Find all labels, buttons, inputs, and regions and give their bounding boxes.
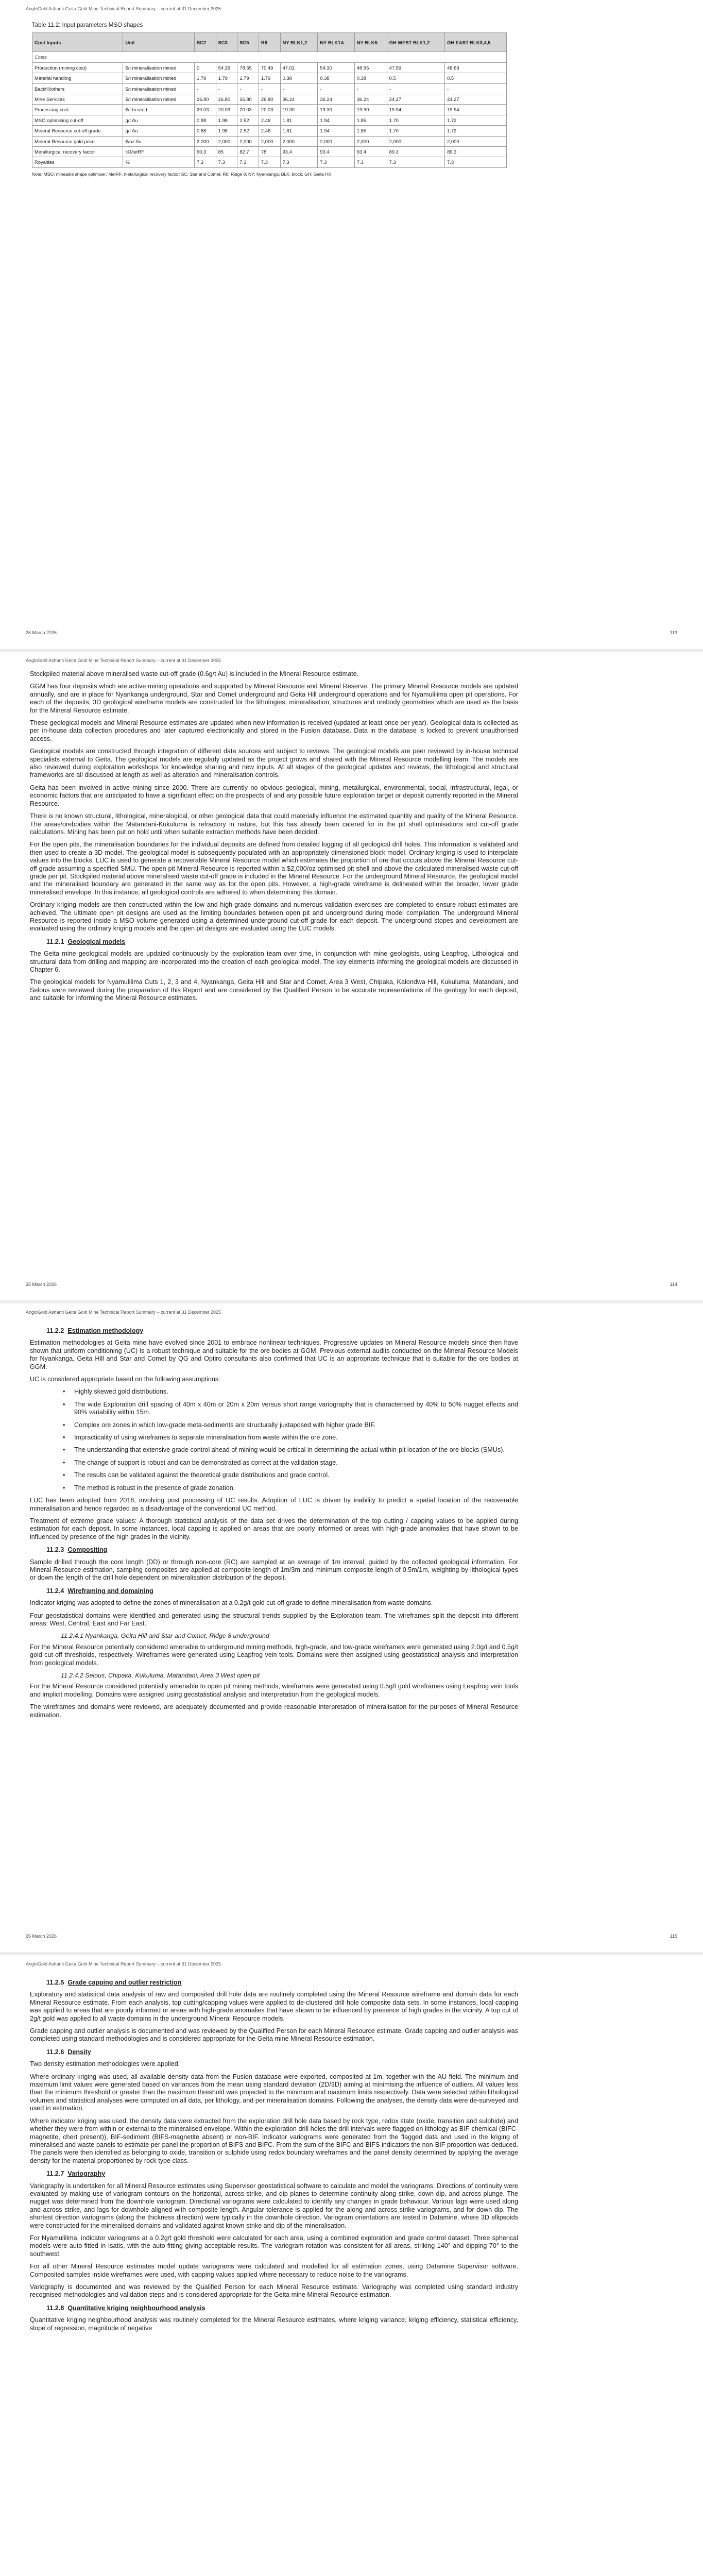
- table-cell: 2,000: [445, 136, 507, 146]
- table-cell: 78.55: [237, 62, 259, 73]
- table-cell: 2,000: [259, 136, 280, 146]
- section-heading: [46, 1327, 518, 1335]
- section-heading: [46, 2170, 518, 2178]
- column-header: NY BLK1,2: [280, 33, 318, 52]
- table-cell: 7.3: [237, 157, 259, 167]
- paragraph: LUC has been adopted from 2018, involving post processing of UC results. Adoption of LUC is driven by inability to predict a spatial location of the recoverable mineralisation and hence regarded as a disadvantage of the conventional UC method.: [30, 1497, 518, 1512]
- paragraph: Where ordinary kriging was used, all available density data from the Fusion database were exported, composited at 1m, together with the AU field. The minimum and maximum limit values were generated based on variances from the mean using standard deviation (2D/3D) aiming at minimising the influence of outliers. All values less than the minimum threshold or greater than the maximum threshold was projected to the minimum and maximum limits respectively. Data were selected within lithological volumes and statistical analyses were computed on all data, per lithology, and per mineralisation domains. Following the analyses, the density data were de-surveyed and used in estimation.: [30, 2073, 518, 2112]
- table-row: [32, 105, 507, 115]
- table-cell: 20.03: [195, 105, 216, 115]
- table-caption: Table 11.2: Input parameters MSO shapes: [32, 22, 143, 28]
- running-header: AngloGold Ashanti Geita Gold Mine Technical Report Summary – current at 31 December 2025: [26, 1961, 221, 1967]
- table-cell: 26.80: [259, 94, 280, 105]
- table-cell: 2,000: [318, 136, 354, 146]
- table-cell: -: [237, 83, 259, 94]
- table-cell: 1.98: [216, 115, 237, 125]
- table-cell: 1.79: [259, 73, 280, 83]
- table-cell: g/t Au: [123, 126, 195, 136]
- page-114: [0, 652, 703, 1302]
- paragraph: Grade capping and outlier analysis is documented and was reviewed by the Qualified Person for each Mineral Resource estimate. Grade capping and outlier analysis was completed using standard methodologies and is considered appropriate for the Geita mine Mineral Resource estimation.: [30, 2027, 518, 2043]
- table-cell: 2,000: [280, 136, 318, 146]
- list-item: • Complex ore zones in which low-grade meta-sediments are structurally juxtaposed with higher grade BIF.: [74, 1421, 518, 1429]
- section-title: Density: [67, 2048, 91, 2056]
- section-number: 11.2.8: [46, 2304, 64, 2312]
- table-row: [32, 126, 507, 136]
- section-title: Variography: [67, 2170, 106, 2178]
- table-body: [32, 52, 507, 167]
- table-cell: -: [354, 83, 387, 94]
- page-113: [0, 0, 703, 650]
- table-cell: 7.3: [445, 157, 507, 167]
- paragraph: These geological models and Mineral Resource estimates are updated when new information is received (updated at least once per year). Geological data is collected as per in-house data collection procedures and later captured electronically and stored in the Fusion database. Data in the database is locked to prevent unauthorised access.: [30, 719, 518, 742]
- list-item: • Highly skewed gold distributions.: [74, 1388, 518, 1396]
- paragraph: Four geostatistical domains were identified and generated using the structural trends supplied by the Exploration team. The wireframes split the deposit into different areas: West, Central, East and Far East.: [30, 1612, 518, 1627]
- table-cell: 7.3: [280, 157, 318, 167]
- list-item: • The results can be validated against the theoretical grade distributions and grade control.: [74, 1471, 518, 1479]
- table-cell: 54.30: [318, 62, 354, 73]
- table-cell: 7.3: [216, 157, 237, 167]
- table-cell: 93.4: [354, 147, 387, 157]
- section-number: 11.2.7: [46, 2170, 64, 2178]
- table-cell: 47.02: [280, 62, 318, 73]
- paragraph: Exploratory and statistical data analysis of raw and composited drill hole data are routinely completed using the Mineral Resource wireframe and domain data for each Mineral Resource estimate. From each analysis, top cutting/capping values were applied to de-clustered drill hole composite data sets. In some instances, local capping was applied to areas that are poorly informed or areas with high-grade anomalies that have shown to be influenced by presence of high grades in the vicinity. A top cut of 2g/t gold was applied to all waste domains in the underground Mineral Resource models.: [30, 1991, 518, 2022]
- paragraph: Geita has been involved in active mining since 2000. There are currently no obvious geological, mining, metallurgical, environmental, social, infrastructural, legal, or economic factors that are anticipated to have a significant effect on the prospects of and any possible future exploration target or deposit currently reported in the Mineral Resource.: [30, 784, 518, 807]
- table-cell: 2.46: [259, 115, 280, 125]
- paragraph: UC is considered appropriate based on the following assumptions:: [30, 1376, 220, 1383]
- paragraph: For Nyamulilima, indicator variograms at a 0.2g/t gold threshold were calculated for each area, using a combined exploration and grade control dataset. Three spherical models were auto-fitted in Isatis, with the auto-fitting giving acceptable results. The variogram rotation was consistent for all areas, striking 140° and dipping 70° to the southwest.: [30, 2234, 518, 2258]
- table-row: [32, 147, 507, 157]
- table-cell: %MetRF: [123, 147, 195, 157]
- section-number: 11.2.1: [46, 938, 64, 945]
- table-cell: 1.94: [318, 115, 354, 125]
- table-cell: 89.3: [445, 147, 507, 157]
- assumption-list: [30, 1388, 518, 1492]
- section-title: Grade capping and outlier restriction: [67, 1979, 182, 1986]
- table-cell: 20.03: [216, 105, 237, 115]
- table-cell: 19.94: [387, 105, 444, 115]
- table-row: [32, 115, 507, 125]
- section-heading: [46, 1587, 518, 1595]
- table-cell: 48.95: [354, 62, 387, 73]
- table-cell: 89.3: [387, 147, 444, 157]
- paragraph: There is no known structural, lithological, mineralogical, or other geological data that could materially influence the estimated quantity and quality of the Mineral Resource. The areas/orebodies within the Matandani-Kukuluma is refractory in nature, but this has already been catered for in the pit shell optimisations and cut-off grade calculations. Mining has been put on hold until when suitable extraction methods have been decided.: [30, 812, 518, 836]
- table-cell: 26.80: [195, 94, 216, 105]
- table-row: [32, 157, 507, 167]
- table-cell: -: [216, 83, 237, 94]
- paragraph: For all other Mineral Resource estimates model update variograms were calculated and modelled for all estimation zones, using Datamine Supervisor software. Composited samples inside wireframes were used, with capping values applied where necessary to reduce noise to the variograms.: [30, 2263, 518, 2278]
- footer-date: 26 March 2026: [26, 630, 57, 635]
- column-header: GH WEST BLK1,2: [387, 33, 444, 52]
- table-cell: $/t mineralisation mined: [123, 73, 195, 83]
- table-cell: -: [387, 83, 444, 94]
- section-number: 11.2.6: [46, 2048, 64, 2056]
- table-cell: 1.70: [387, 126, 444, 136]
- column-header: SC3: [216, 33, 237, 52]
- paragraph: Treatment of extreme grade values: A thorough statistical analysis of the data set drives the determination of the top cutting / capping values to be applied during estimation for each deposit. In some instances, local capping is applied on areas that are poorly informed or areas with high-grade anomalies that have shown to be influenced by presence of the high grades in the vicinity.: [30, 1517, 518, 1540]
- table-cell: 1.79: [195, 73, 216, 83]
- table-cell: Material handling: [32, 73, 123, 83]
- table-cell: g/t Au: [123, 115, 195, 125]
- table-cell: Metallurgical recovery factor: [32, 147, 123, 157]
- table-cell: 20.03: [237, 105, 259, 115]
- table-note: Note: MSO: mineable shape optimiser; MetRF: metallurgical recovery factor; SC: Star and Comet; R6: Ridge 8; NY: Nyankanga; BLK: block; GH: Geita Hill.: [32, 171, 333, 177]
- subsection-heading: 11.2.4.1 Nyankanga, Geita Hill and Star and Comet, Ridge 8 underground: [61, 1632, 269, 1640]
- table-row: [32, 94, 507, 105]
- table-cell: -: [318, 83, 354, 94]
- table-cell: $/t treated: [123, 105, 195, 115]
- column-header: Unit: [123, 33, 195, 52]
- table-cell: 2,000: [387, 136, 444, 146]
- table-cell: 7.3: [195, 157, 216, 167]
- table-cell: 7.3: [259, 157, 280, 167]
- table-cell: $/t mineralisation mined: [123, 94, 195, 105]
- table-cell: 36.24: [318, 94, 354, 105]
- table-cell: 2.52: [237, 115, 259, 125]
- table-cell: 1.81: [280, 126, 318, 136]
- column-header: SC2: [195, 33, 216, 52]
- table-cell: Processing cost: [32, 105, 123, 115]
- table-cell: 0: [195, 62, 216, 73]
- table-cell: 36.24: [280, 94, 318, 105]
- table-cell: 54.39: [216, 62, 237, 73]
- table-group-row: [32, 52, 507, 62]
- table-cell: -: [195, 83, 216, 94]
- paragraph: Quantitative kriging neighbourhood analysis was routinely completed for the Mineral Resource estimates, where kriging variance, kriging efficiency, statistical efficiency, slope of regression, magnitude of negative: [30, 2316, 518, 2332]
- page-content: [30, 1974, 518, 2337]
- section-title: Estimation methodology: [67, 1327, 144, 1334]
- page-115: [0, 1303, 703, 1954]
- table-cell: 2.52: [237, 126, 259, 136]
- paragraph: Variography is undertaken for all Mineral Resource estimates using Supervisor geostatistical software to calculate and model the variograms. Directions of continuity were evaluated by making use of variogram contours on the horizontal, across-strike, and dip planes to determine continuity along strike, down dip, and across plunge. The nugget was determined from the downhole variogram. Directional variograms were calculated to identify any changes in grade behaviour. Various lags were used along and across strike, and lags for downhole aligned with composite length. Angular tolerance is applied for the along and across strike variograms, and for down dip. The shortest direction variograms (along the thickness direction) were typically in the downhole direction. Variogram orientations are tested in Datamine, where 3D ellipsoids were constructed for the mineralised domains and validated against known strike and dip of the mineralisation.: [30, 2182, 518, 2229]
- table-cell: 1.94: [318, 126, 354, 136]
- column-header: Cost Inputs: [32, 33, 123, 52]
- paragraph: GGM has four deposits which are active mining operations and supported by Mineral Resource and Mineral Reserve. The primary Mineral Resource models are updated annually, and are in place for Nyankanga underground, Star and Comet underground and Geita Hill underground operations and for Nyamulilima open pit operations. For each of the deposits, 3D geological wireframe models are constructed for the lithologies, mineralisation, structures and orebody geometries which are used as the basis for the Mineral Resource estimate.: [30, 683, 518, 714]
- table-cell: 1.72: [445, 126, 507, 136]
- table-cell: 36.24: [354, 94, 387, 105]
- table-cell: 2.46: [259, 126, 280, 136]
- table-cell: 20.03: [259, 105, 280, 115]
- paragraph: The geological models for Nyamulilima Cuts 1, 2, 3 and 4, Nyankanga, Geita Hill and Star and Comet, Area 3 West, Chipaka, Kalondwa Hill, Kukuluma, Matandani, and Selous were reviewed during the preparation of this Report and are considered by the Qualified Person to be accurate representations of the geology for each deposit, and suitable for informing the Mineral Resource estimates.: [30, 978, 518, 1002]
- column-header: SC5: [237, 33, 259, 52]
- paragraph: Sample drilled through the core length (DD) or through non-core (RC) are sampled at an average of 1m interval, guided by the collected geological information. For Mineral Resource estimation, sampling composites are applied at composite length of 1m/3m and minimum composite length of 0.5m/1m, weighting by lithological types or down the length of the drill hole dependent on mineralisation distribution of the deposit.: [30, 1558, 518, 1582]
- table-cell: $/t mineralisation mined: [123, 83, 195, 94]
- paragraph: Estimation methodologies at Geita mine have evolved since 2001 to embrace nonlinear techniques. Progressive updates on Mineral Resource models since then have shown that uniform conditioning (UC) is a robust technique and suitable for the ore bodies at GGM. Previous external audits conducted on the Mineral Resource Models for Nyankanga, Geita Hill and Star and Comet by QG and Optiro consultants also confirmed that UC is an appropriate technique that is suitable for the ore bodies at GGM.: [30, 1339, 518, 1370]
- table-cell: Royalties: [32, 157, 123, 167]
- page-number: 114: [670, 1282, 677, 1287]
- mso-input-table: [32, 32, 507, 167]
- table-row: [32, 136, 507, 146]
- paragraph: Ordinary kriging models are then constructed within the low and high-grade domains and numerous validation exercises are completed to ensure robust estimates are achieved. The ultimate open pit designs are used as the limiting boundaries between open pit and underground during model compilation. The underground Mineral Resource is reported inside a MSO volume generated using a determined underground cut-off grade for each deposit. The underground stopes and development are evaluated using the ordinary kriging models and the open pit designs are evaluated using the LUC models.: [30, 901, 518, 933]
- table-cell: 90.3: [195, 147, 216, 157]
- section-heading: [46, 2304, 518, 2312]
- page-content: [30, 19, 518, 178]
- table-cell: 78: [259, 147, 280, 157]
- table-cell: 2,000: [237, 136, 259, 146]
- section-title: Quantitative kriging neighbourhood analysis: [67, 2304, 205, 2312]
- table-cell: 26.80: [237, 94, 259, 105]
- table-cell: Production (mining cost): [32, 62, 123, 73]
- table-cell: 26.80: [216, 94, 237, 105]
- table-cell: %: [123, 157, 195, 167]
- section-number: 11.2.4: [46, 1587, 64, 1595]
- table-cell: Mine Services: [32, 94, 123, 105]
- column-header: NY BLK1A: [318, 33, 354, 52]
- table-cell: Mineral Resource cut-off grade: [32, 126, 123, 136]
- paragraph: For the open pits, the mineralisation boundaries for the individual deposits are defined from detailed logging of all geological drill holes. This information is validated and then used to create a 3D model. The geological model is subsequently populated with an appropriately dimensioned block model. Ordinary kriging is used to interpolate values into the blocks. LUC is used to generate a recoverable Mineral Resource model which estimates the proportion of ore that occurs above the Mineral Resource cut-off grade assuming a specified SMU. The open pit Mineral Resource is reported within a $2,000/oz optimised pit shell and above the calculated mineralised waste cut-off grade per pit. Stockpiled material above mineralised waste cut-off grade is included in the Mineral Resource. For the underground Mineral Resource, the geological model and the mineralised boundary are generated in the same way as for the open pits. However, a high-grade wireframe is delineated within the broader, lower grade mineralised envelope. In this instance, all geological controls are adhered to when determining this domain.: [30, 841, 518, 896]
- paragraph: For the Mineral Resource potentially considered amenable to underground mining methods, high-grade, and low-grade wireframes were generated using 2.0g/t and 0.5g/t gold cut-off thresholds, respectively. Wireframes were generated using Leapfrog vein tools. Domains were then assigned using geostatistical analysis and interpretation from geological models.: [30, 1643, 518, 1667]
- footer-date: 26 March 2026: [26, 1282, 57, 1287]
- section-heading: [46, 2048, 518, 2056]
- table-cell: 0.38: [280, 73, 318, 83]
- group-label: Costs: [32, 52, 507, 62]
- section-number: 11.2.3: [46, 1546, 64, 1554]
- table-cell: 1.70: [387, 115, 444, 125]
- paragraph: Variography is documented and was reviewed by the Qualified Person for each Mineral Resource estimate. Variography was completed using standard industry recognised methodologies and validation steps and is considered appropriate for the Geita mine Mineral Resource estimation.: [30, 2283, 518, 2299]
- table-row: [32, 83, 507, 94]
- paragraph: Two density estimation methodologies were applied.: [30, 2060, 180, 2068]
- table-cell: -: [259, 83, 280, 94]
- table-cell: 2,000: [354, 136, 387, 146]
- table-cell: 24.27: [445, 94, 507, 105]
- table-cell: 0.5: [387, 73, 444, 83]
- page-content: [30, 1322, 518, 1724]
- table-cell: $/oz Au: [123, 136, 195, 146]
- list-item: • The wide Exploration drill spacing of 40m x 40m or 20m x 20m versus short range variography that is characterised by 40% to 50% nugget effects and 90% variability within 15m.: [74, 1401, 518, 1417]
- subsection-heading: 11.2.4.2 Selous, Chipaka, Kukuluma, Matandani, Area 3 West open pit: [61, 1672, 260, 1679]
- page-116: [0, 1955, 703, 2576]
- table-row: [32, 62, 507, 73]
- table-cell: 0.88: [195, 126, 216, 136]
- table-cell: 1.72: [445, 115, 507, 125]
- table-cell: 2,000: [195, 136, 216, 146]
- section-heading: [46, 1979, 518, 1987]
- table-cell: 24.27: [387, 94, 444, 105]
- table-cell: 1.85: [354, 115, 387, 125]
- running-header: AngloGold Ashanti Geita Gold Mine Technical Report Summary – current at 31 December 2025: [26, 1310, 221, 1315]
- paragraph: Indicator kriging was adopted to define the zones of mineralisation at a 0.2g/t gold cut-off grade to define mineralisation from waste domains.: [30, 1599, 433, 1607]
- table-row: [32, 73, 507, 83]
- table-cell: MSO optimising cut-off: [32, 115, 123, 125]
- table-cell: $/t mineralisation mined: [123, 62, 195, 73]
- column-header: R6: [259, 33, 280, 52]
- table-cell: 2,000: [216, 136, 237, 146]
- table-cell: 47.59: [387, 62, 444, 73]
- table-cell: 7.3: [387, 157, 444, 167]
- list-item: • The method is robust in the presence of grade zonation.: [74, 1484, 518, 1492]
- column-header: NY BLK5: [354, 33, 387, 52]
- table-cell: 19.94: [445, 105, 507, 115]
- paragraph: Geological models are constructed through integration of different data sources and subject to reviews. The geological models are peer reviewed by in-house technical specialists external to Geita. The geological models are regularly updated as the project grows and shared with the Mineral Resource modelling team. The models are also reviewed during exploration workshops for knowledge sharing and new inputs. At all stages of the geological updates and reviews, the lithological and structural frameworks are all discussed at length as well as alteration and mineralisation controls.: [30, 748, 518, 779]
- table-cell: 0.38: [318, 73, 354, 83]
- section-title: Wireframing and domaining: [67, 1587, 153, 1595]
- section-heading: [46, 938, 518, 946]
- table-cell: 1.79: [237, 73, 259, 83]
- section-number: 11.2.2: [46, 1327, 64, 1334]
- paragraph: For the Mineral Resource considered potentially amenable to open pit mining methods, wireframes were generated using 0.5g/t gold wireframes using Leapfrog vein tools and implicit modelling. Domains were assigned using geostatistical analysis and interpretation from the geological models.: [30, 1683, 518, 1698]
- page-number: 115: [670, 1934, 677, 1939]
- running-header: AngloGold Ashanti Geita Gold Mine Technical Report Summary – current at 31 December 2025: [26, 6, 221, 11]
- section-title: Geological models: [67, 938, 126, 945]
- table-cell: 1.81: [280, 115, 318, 125]
- paragraph: Stockpiled material above mineralised waste cut-off grade (0.6g/t Au) is included in the Mineral Resource estimate.: [30, 670, 359, 677]
- section-title: Compositing: [67, 1546, 108, 1554]
- paragraph: The wireframes and domains were reviewed, are adequately documented and provide reasonable interpretation of mineralisation for the purposes of Mineral Resource estimation.: [30, 1703, 518, 1719]
- table-cell: 19.30: [318, 105, 354, 115]
- table-cell: 19.30: [280, 105, 318, 115]
- table-cell: 48.69: [445, 62, 507, 73]
- paragraph: The Geita mine geological models are updated continuously by the exploration team over time, in conjunction with mine geologists, using Leapfrog. Lithological and structural data from drilling and mapping are incorporated into the creation of each geological model. The key elements informing the geological models are discussed in Chapter 6.: [30, 950, 518, 973]
- table-cell: 7.3: [318, 157, 354, 167]
- table-cell: 93.4: [280, 147, 318, 157]
- table-cell: 1.79: [216, 73, 237, 83]
- list-item: • The change of support is robust and can be demonstrated as correct at the validation stage.: [74, 1459, 518, 1467]
- table-cell: 1.85: [354, 126, 387, 136]
- running-header: AngloGold Ashanti Geita Gold Mine Technical Report Summary – current at 31 December 2025: [26, 658, 221, 663]
- table-cell: 70.49: [259, 62, 280, 73]
- section-number: 11.2.5: [46, 1979, 64, 1986]
- paragraph: Where indicator kriging was used, the density data were extracted from the exploration drill hole data based by rock type, redox state (oxide, transition and sulphide) and whether they were from within or external to the mineralised envelope. Within the exploration drill holes the drill intervals were flagged on lithology as BIF-chemical (BIFC-magnetite, chert present)), BIF-sediment (BIFS-magnetite absent) or non-BIF. Indicator variograms were generated from the flagged data and used in the kriging of mineralised and waste panels to estimate per panel the proportion of BIFS and BIFC. From the sum of the BIFC and BIFS indicators the non-BIF proportion was deduced. The panels were then identified as belonging to oxide, transition or sulphide using redox boundary wireframes and the panel density determined by applying the average density for the material proportioned by rock type class.: [30, 2117, 518, 2164]
- table-cell: Mineral Resource gold price: [32, 136, 123, 146]
- table-cell: 1.98: [216, 126, 237, 136]
- table-cell: 7.3: [354, 157, 387, 167]
- footer-date: 26 March 2026: [26, 1934, 57, 1939]
- table-cell: -: [280, 83, 318, 94]
- table-cell: 82.7: [237, 147, 259, 157]
- column-header: GH EAST BLK3,4,5: [445, 33, 507, 52]
- section-heading: [46, 1546, 518, 1554]
- table-cell: 0.88: [195, 115, 216, 125]
- table-cell: 0.38: [354, 73, 387, 83]
- table-cell: 85: [216, 147, 237, 157]
- page-content: [30, 670, 518, 1007]
- page-number: 113: [670, 630, 677, 635]
- table-cell: 0.5: [445, 73, 507, 83]
- table-header-row: [32, 33, 507, 52]
- table-cell: Backfill/others: [32, 83, 123, 94]
- table-cell: -: [445, 83, 507, 94]
- list-item: • The understanding that extensive grade control ahead of mining would be critical in determining the actual within-pit location of the ore blocks (SMUs).: [74, 1446, 518, 1454]
- list-item: • Impracticality of using wireframes to separate mineralisation from waste within the ore zone.: [74, 1434, 518, 1442]
- table-cell: 19.30: [354, 105, 387, 115]
- table-cell: 93.4: [318, 147, 354, 157]
